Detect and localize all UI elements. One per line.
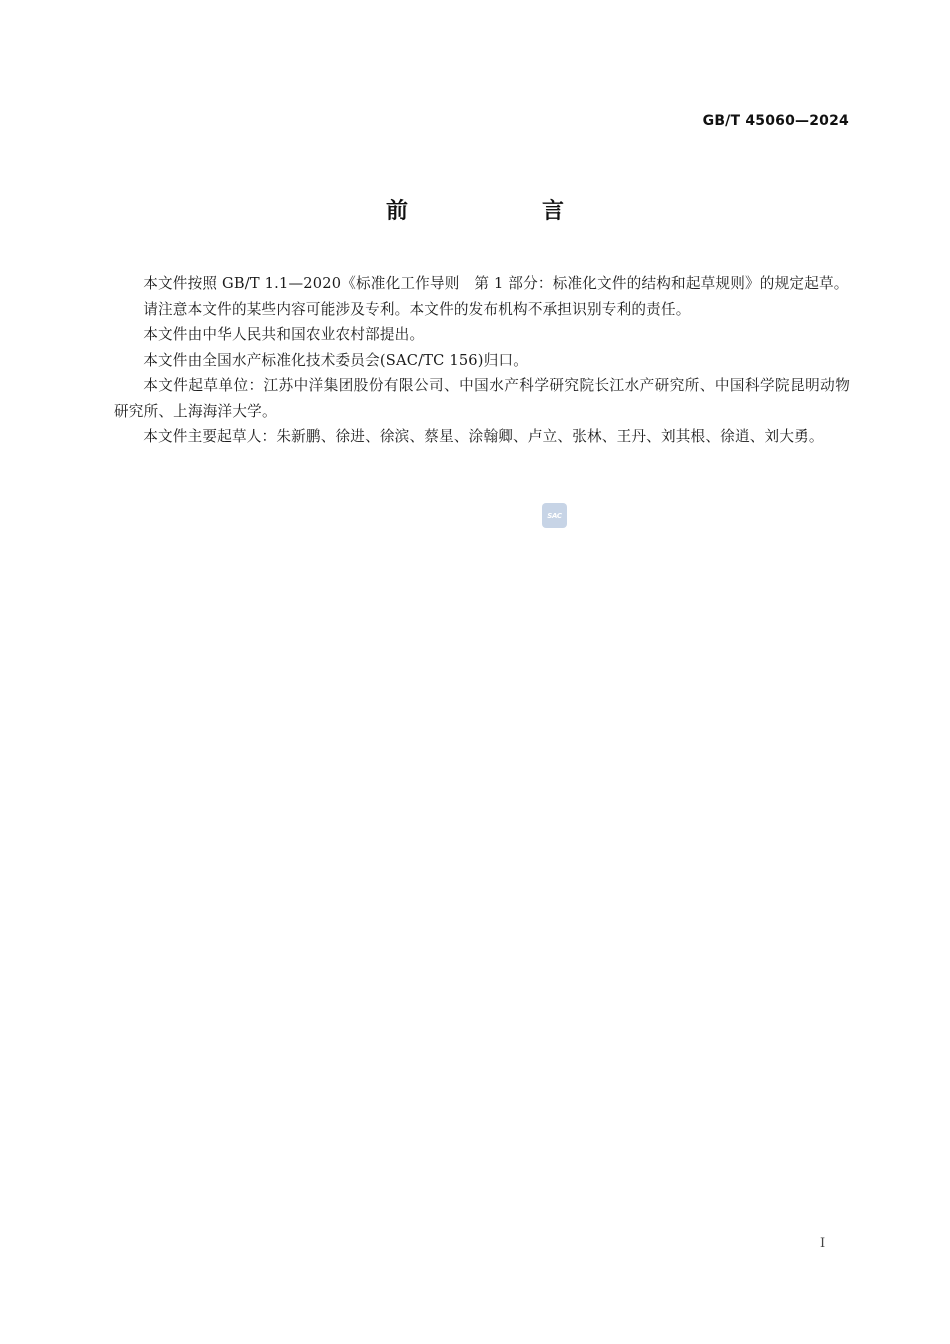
page-title: 前 言: [385, 199, 620, 224]
page-number: I: [820, 1236, 826, 1251]
standard-code: GB/T 45060—2024: [702, 113, 849, 129]
paragraph-drafting-rules: 本文件按照 GB/T 1.1—2020《标准化工作导则 第 1 部分：标准化文件的结构和起草规则》的规定起草。: [143, 275, 849, 292]
paragraph-technical-committee: 本文件由全国水产标准化技术委员会(SAC/TC 156)归口。: [143, 351, 529, 369]
sac-logo-text: SAC: [547, 511, 562, 520]
paragraph-patent-notice: 请注意本文件的某些内容可能涉及专利。本文件的发布机构不承担识别专利的责任。: [143, 300, 691, 318]
paragraph-proposer: 本文件由中华人民共和国农业农村部提出。: [143, 326, 425, 343]
foreword-body: [114, 271, 850, 450]
paragraph-drafting-units: 本文件起草单位：江苏中洋集团股份有限公司、中国水产科学研究院长江水产研究所、中国科学院昆明动物研究所、上海海洋大学。: [114, 377, 850, 420]
sac-logo-watermark: [542, 503, 567, 528]
paragraph-drafters: 本文件主要起草人：朱新鹏、徐进、徐滨、蔡星、涂翰卿、卢立、张林、王丹、刘其根、徐逍、刘大勇。: [143, 428, 824, 445]
